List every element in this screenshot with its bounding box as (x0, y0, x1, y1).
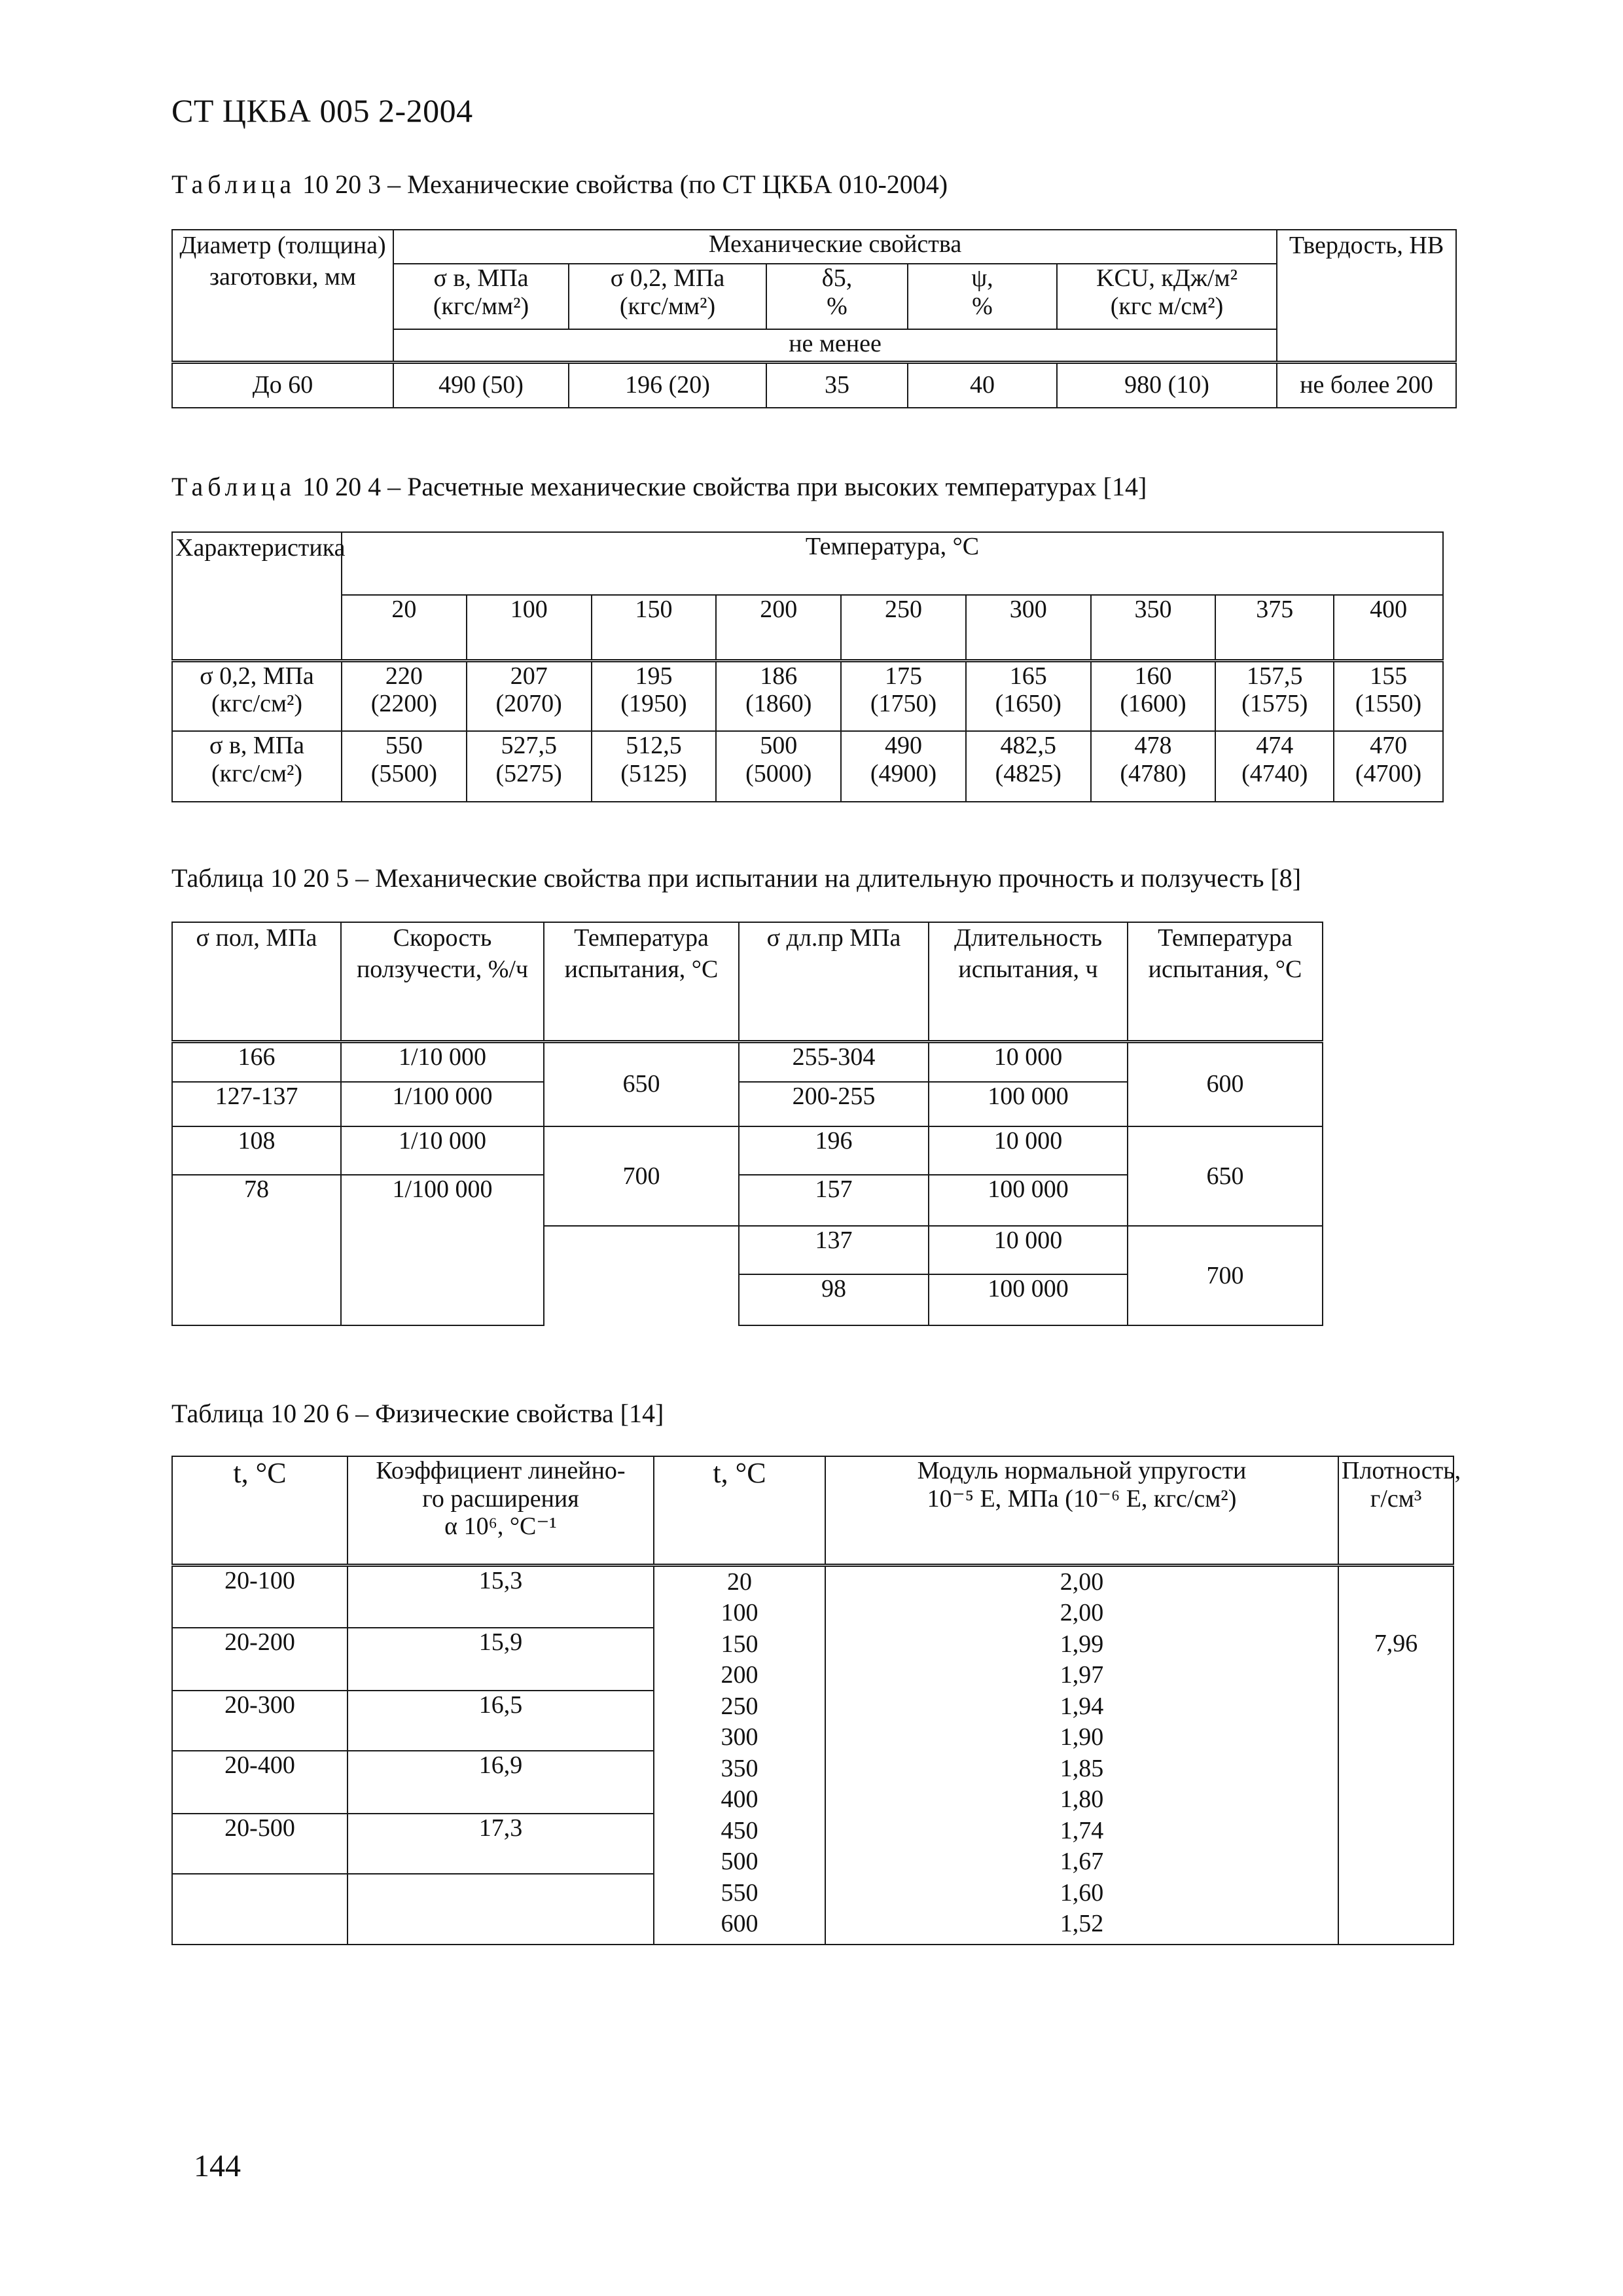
table-row: До 60 490 (50) 196 (20) 35 40 980 (10) не более 200 (172, 362, 1456, 408)
hardness-header: Твердость, НВ (1277, 230, 1456, 362)
col-test-temp-2: Температура испытания, °С (1128, 922, 1323, 1041)
table-10-20-5 (171, 922, 1323, 1326)
caption-text: 10 20 4 – Расчетные механические свойства при высоких температурах [14] (296, 472, 1147, 501)
table-row: 20-500 17,3 (172, 1814, 1454, 1874)
table-10-20-4-caption (171, 471, 1147, 502)
table-row: 108 1/10 000 700 196 10 000 650 (172, 1126, 1323, 1175)
mech-props-header: Механические свойства (393, 230, 1277, 264)
col-test-temp-1: Температура испытания, °С (544, 922, 739, 1041)
col-density: Плотность, г/см³ (1338, 1456, 1454, 1565)
density-value: 7,96 (1338, 1565, 1454, 1945)
table-row: σ в, МПа (кгс/см²) 550 (5500) 527,5 (5275) 512,5 (5125) 500 (5000) 490 (4900) 482,5 (4825) 478 (4780) 474 (4740) 470 (4700) (172, 731, 1443, 802)
temp-col: 400 (1334, 595, 1443, 660)
temp-col: 375 (1215, 595, 1334, 660)
col-t: t, °С (654, 1456, 825, 1565)
table-10-20-6 (171, 1456, 1461, 1945)
col-sigma-pol: σ пол, МПа (172, 922, 341, 1041)
modulus-list: 2,00 2,00 1,99 1,97 1,94 1,90 1,85 1,80 1,74 1,67 1,60 1,52 (825, 1565, 1338, 1945)
table-row: σ 0,2, МПа (кгс/см²) 220 (2200) 207 (2070) 195 (1950) 186 (1860) 175 (1750) 165 (1650) 160 (1600) 157,5 (1575) 155 (1550) (172, 660, 1443, 731)
table-row: 20-400 16,9 (172, 1751, 1454, 1814)
table-row: 166 1/10 000 650 255-304 10 000 600 (172, 1041, 1323, 1082)
col-sigma-dlpr: σ дл.пр МПа (739, 922, 929, 1041)
col-sigma-v: σ в, МПа (кгс/мм²) (393, 264, 569, 329)
table-row: 20-300 16,5 (172, 1691, 1454, 1751)
temp-col: 150 (592, 595, 717, 660)
row-label: σ 0,2, МПа (кгс/см²) (172, 660, 342, 731)
not-less-header: не менее (393, 329, 1277, 362)
table-row: 20-200 15,9 (172, 1628, 1454, 1691)
empty-cell (348, 1874, 654, 1945)
row-label: σ в, МПа (кгс/см²) (172, 731, 342, 802)
characteristic-header: Характеристика (172, 532, 342, 660)
table-row: 127-137 1/100 000 200-255 100 000 (172, 1082, 1323, 1126)
table-10-20-4 (171, 531, 1444, 802)
col-creep-rate: Скорость ползучести, %/ч (341, 922, 544, 1041)
table-row: 78 1/100 000 157 100 000 (172, 1175, 1323, 1226)
table-row: 137 10 000 700 (172, 1226, 1323, 1274)
table-row: 20-100 15,3 20 100 150 200 250 300 350 400 450 500 550 600 2,00 2,00 1,99 1,97 1,94 1,90 1,85 1,80 1,74 1,67 1,60 1,52 7,96 (172, 1565, 1454, 1628)
document-header: СТ ЦКБА 005 2-2004 (171, 92, 473, 129)
page-number: 144 (194, 2149, 241, 2183)
temp-col: 350 (1091, 595, 1216, 660)
col-kcu: KCU, кДж/м² (кгс м/см²) (1057, 264, 1277, 329)
caption-prefix: Таблица (171, 472, 296, 501)
table-10-20-3-caption (171, 169, 948, 200)
col-duration: Длительность испытания, ч (929, 922, 1128, 1041)
temp-col: 20 (342, 595, 467, 660)
col-sigma-02: σ 0,2, МПа (кгс/мм²) (569, 264, 766, 329)
temperature-header: Температура, °С (342, 532, 1443, 595)
caption-text: 10 20 3 – Механические свойства (по СТ ЦКБА 010-2004) (296, 170, 948, 199)
temperature-list: 20 100 150 200 250 300 350 400 450 500 550 600 (654, 1565, 825, 1945)
caption-prefix: Таблица (171, 170, 296, 199)
table-row: 98 100 000 (172, 1274, 1323, 1325)
col-delta5: δ5, % (766, 264, 908, 329)
col-modulus: Модуль нормальной упругости 10⁻⁵ Е, МПа (10⁻⁶ Е, кгс/см²) (825, 1456, 1338, 1565)
col-expansion: Коэффициент линейно- го расширения α 10⁶, °С⁻¹ (348, 1456, 654, 1565)
temp-col: 250 (841, 595, 966, 660)
empty-cell (544, 1226, 739, 1325)
col-t-range: t, °С (172, 1456, 348, 1565)
temp-col: 200 (716, 595, 841, 660)
col-psi: ψ, % (908, 264, 1057, 329)
temp-col: 300 (966, 595, 1091, 660)
temp-col: 100 (467, 595, 592, 660)
table-10-20-5-caption: Таблица 10 20 5 – Механические свойства при испытании на длительную прочность и ползучесть [8] (171, 863, 1302, 893)
table-10-20-3 (171, 229, 1457, 408)
table-10-20-6-caption: Таблица 10 20 6 – Физические свойства [14] (171, 1399, 664, 1428)
diameter-header: Диаметр (толщина) заготовки, мм (172, 230, 393, 362)
empty-cell (172, 1874, 348, 1945)
